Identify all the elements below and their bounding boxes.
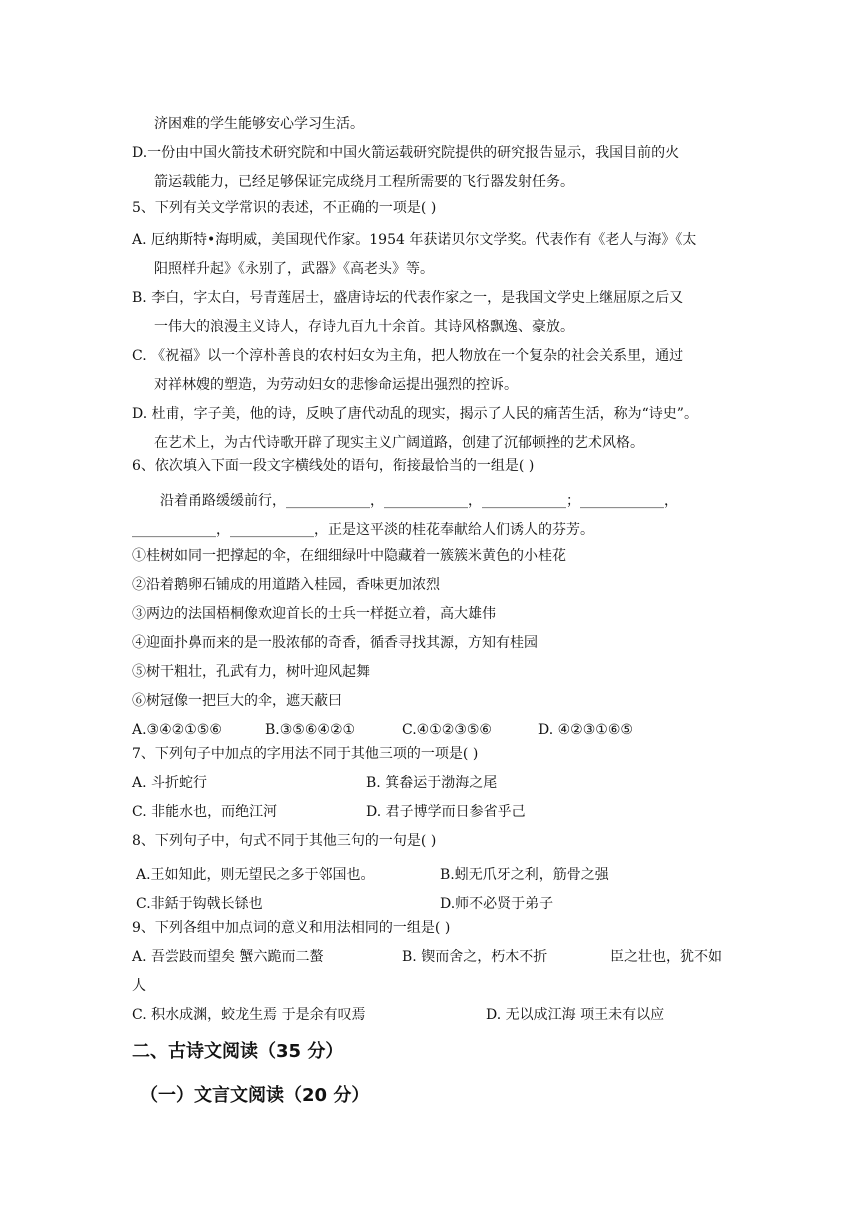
q6-option-c: C.④①②③⑤⑥	[402, 722, 492, 738]
q6-passage-line2: ____________，____________，正是这平淡的桂花奉献给人们诱人的芬芳。	[132, 522, 594, 538]
q6-sentence-4: ④迎面扑鼻而来的是一股浓郁的奇香，循香寻找其源，方知有桂园	[132, 635, 538, 651]
q5-option-d-line2: 在艺术上，为古代诗歌开辟了现实主义广阔道路，创建了沉郁顿挫的艺术风格。	[154, 435, 644, 451]
q5-option-c-line2: 对祥林嫂的塑造，为劳动妇女的悲惨命运提出强烈的控诉。	[154, 377, 518, 393]
q9-stem: 9、下列各组中加点词的意义和用法相同的一组是( )	[132, 920, 451, 936]
q8-stem: 8、下列句子中，句式不同于其他三句的一句是( )	[132, 833, 437, 849]
q9-option-b: B. 锲而舍之，朽木不折	[402, 949, 548, 965]
q5-option-b-line1: B. 李白，字太白，号青莲居士，盛唐诗坛的代表作家之一，是我国文学史上继屈原之后又	[132, 290, 684, 306]
q8-options-ab	[136, 865, 609, 885]
q7-stem: 7、下列句子中加点的字用法不同于其他三项的一项是( )	[132, 746, 479, 762]
q9-option-a: A. 吾尝跂而望矣 蟹六跪而二螯	[132, 949, 324, 965]
q6-sentence-1: ①桂树如同一把撑起的伞，在细细绿叶中隐藏着一簇簇米黄色的小桂花	[132, 548, 566, 564]
q9-option-c: C. 积水成渊，蛟龙生焉 于是余有叹焉	[132, 1007, 366, 1023]
q9-options-cd	[132, 1005, 664, 1025]
q8-option-c: C.非銛于钩戟长铩也	[136, 896, 263, 912]
q4-option-d-line2: 箭运载能力，已经足够保证完成绕月工程所需要的飞行器发射任务。	[154, 174, 574, 190]
q9-options-ab	[132, 947, 722, 967]
q5-option-a-line1: A. 厄纳斯特•海明威，美国现代作家。1954 年获诺贝尔文学奖。代表作有《老人与海》《太	[132, 232, 697, 248]
q7-options-cd	[132, 802, 526, 822]
q6-stem: 6、依次填入下面一段文字横线处的语句，衔接最恰当的一组是( )	[132, 458, 535, 474]
q8-option-b: B.蚓无爪牙之利，筋骨之强	[440, 867, 609, 883]
q5-option-d-line1: D. 杜甫，字子美，他的诗，反映了唐代动乱的现实，揭示了人民的痛苦生活，称为“诗史”。	[132, 406, 698, 422]
q8-option-a: A.王如知此，则无望民之多于邻国也。	[136, 867, 375, 883]
q7-options-ab	[132, 773, 497, 793]
q8-option-d: D.师不必贤于弟子	[440, 896, 554, 912]
q6-option-a: A.③④②①⑤⑥	[132, 722, 222, 738]
q7-option-b: B. 箕畚运于渤海之尾	[366, 775, 498, 791]
q9-option-d: D. 无以成江海 项王未有以应	[486, 1007, 665, 1023]
q7-option-c: C. 非能水也，而绝江河	[132, 804, 278, 820]
q6-option-b: B.③⑤⑥④②①	[265, 722, 356, 738]
q9-option-b-part2: 臣之壮也，犹不如	[610, 949, 722, 965]
q5-option-a-line2: 阳照样升起》《永别了，武器》《高老头》等。	[154, 261, 434, 277]
q6-sentence-2: ②沿着鹅卵石铺成的用道踏入桂园，香味更加浓烈	[132, 577, 440, 593]
q8-options-cd	[136, 894, 553, 914]
q6-sentence-3: ③两边的法国梧桐像欢迎首长的士兵一样挺立着，高大雄伟	[132, 606, 496, 622]
q6-options	[132, 720, 633, 740]
q7-option-d: D. 君子博学而日参省乎己	[366, 804, 526, 820]
section-2-heading: 二、古诗文阅读（35 分）	[132, 1041, 344, 1062]
q6-option-d: D. ④②③①⑥⑤	[538, 722, 633, 738]
q5-option-c-line1: C. 《祝福》以一个淳朴善良的农村妇女为主角，把人物放在一个复杂的社会关系里，通过	[132, 348, 684, 364]
q6-sentence-6: ⑥树冠像一把巨大的伞，遮天蔽曰	[132, 693, 342, 709]
q7-option-a: A. 斗折蛇行	[132, 775, 208, 791]
q4-option-d-line1: D.一份由中国火箭技术研究院和中国火箭运载研究院提供的研究报告显示，我国目前的火	[132, 145, 680, 161]
q5-option-b-line2: 一伟大的浪漫主义诗人，存诗九百九十余首。其诗风格飘逸、豪放。	[154, 319, 574, 335]
q5-stem: 5、下列有关文学常识的表述，不正确的一项是( )	[132, 200, 437, 216]
q9-option-b-wrap: 人	[132, 978, 146, 994]
q4-option-c-cont: 济困难的学生能够安心学习生活。	[154, 116, 364, 132]
q6-passage-line1: 沿着甬路缓缓前行，____________，____________，____________；____________，	[160, 493, 678, 509]
section-2-1-heading: （一）文言文阅读（20 分）	[140, 1085, 370, 1106]
q6-sentence-5: ⑤树干粗壮，孔武有力，树叶迎风起舞	[132, 664, 370, 680]
